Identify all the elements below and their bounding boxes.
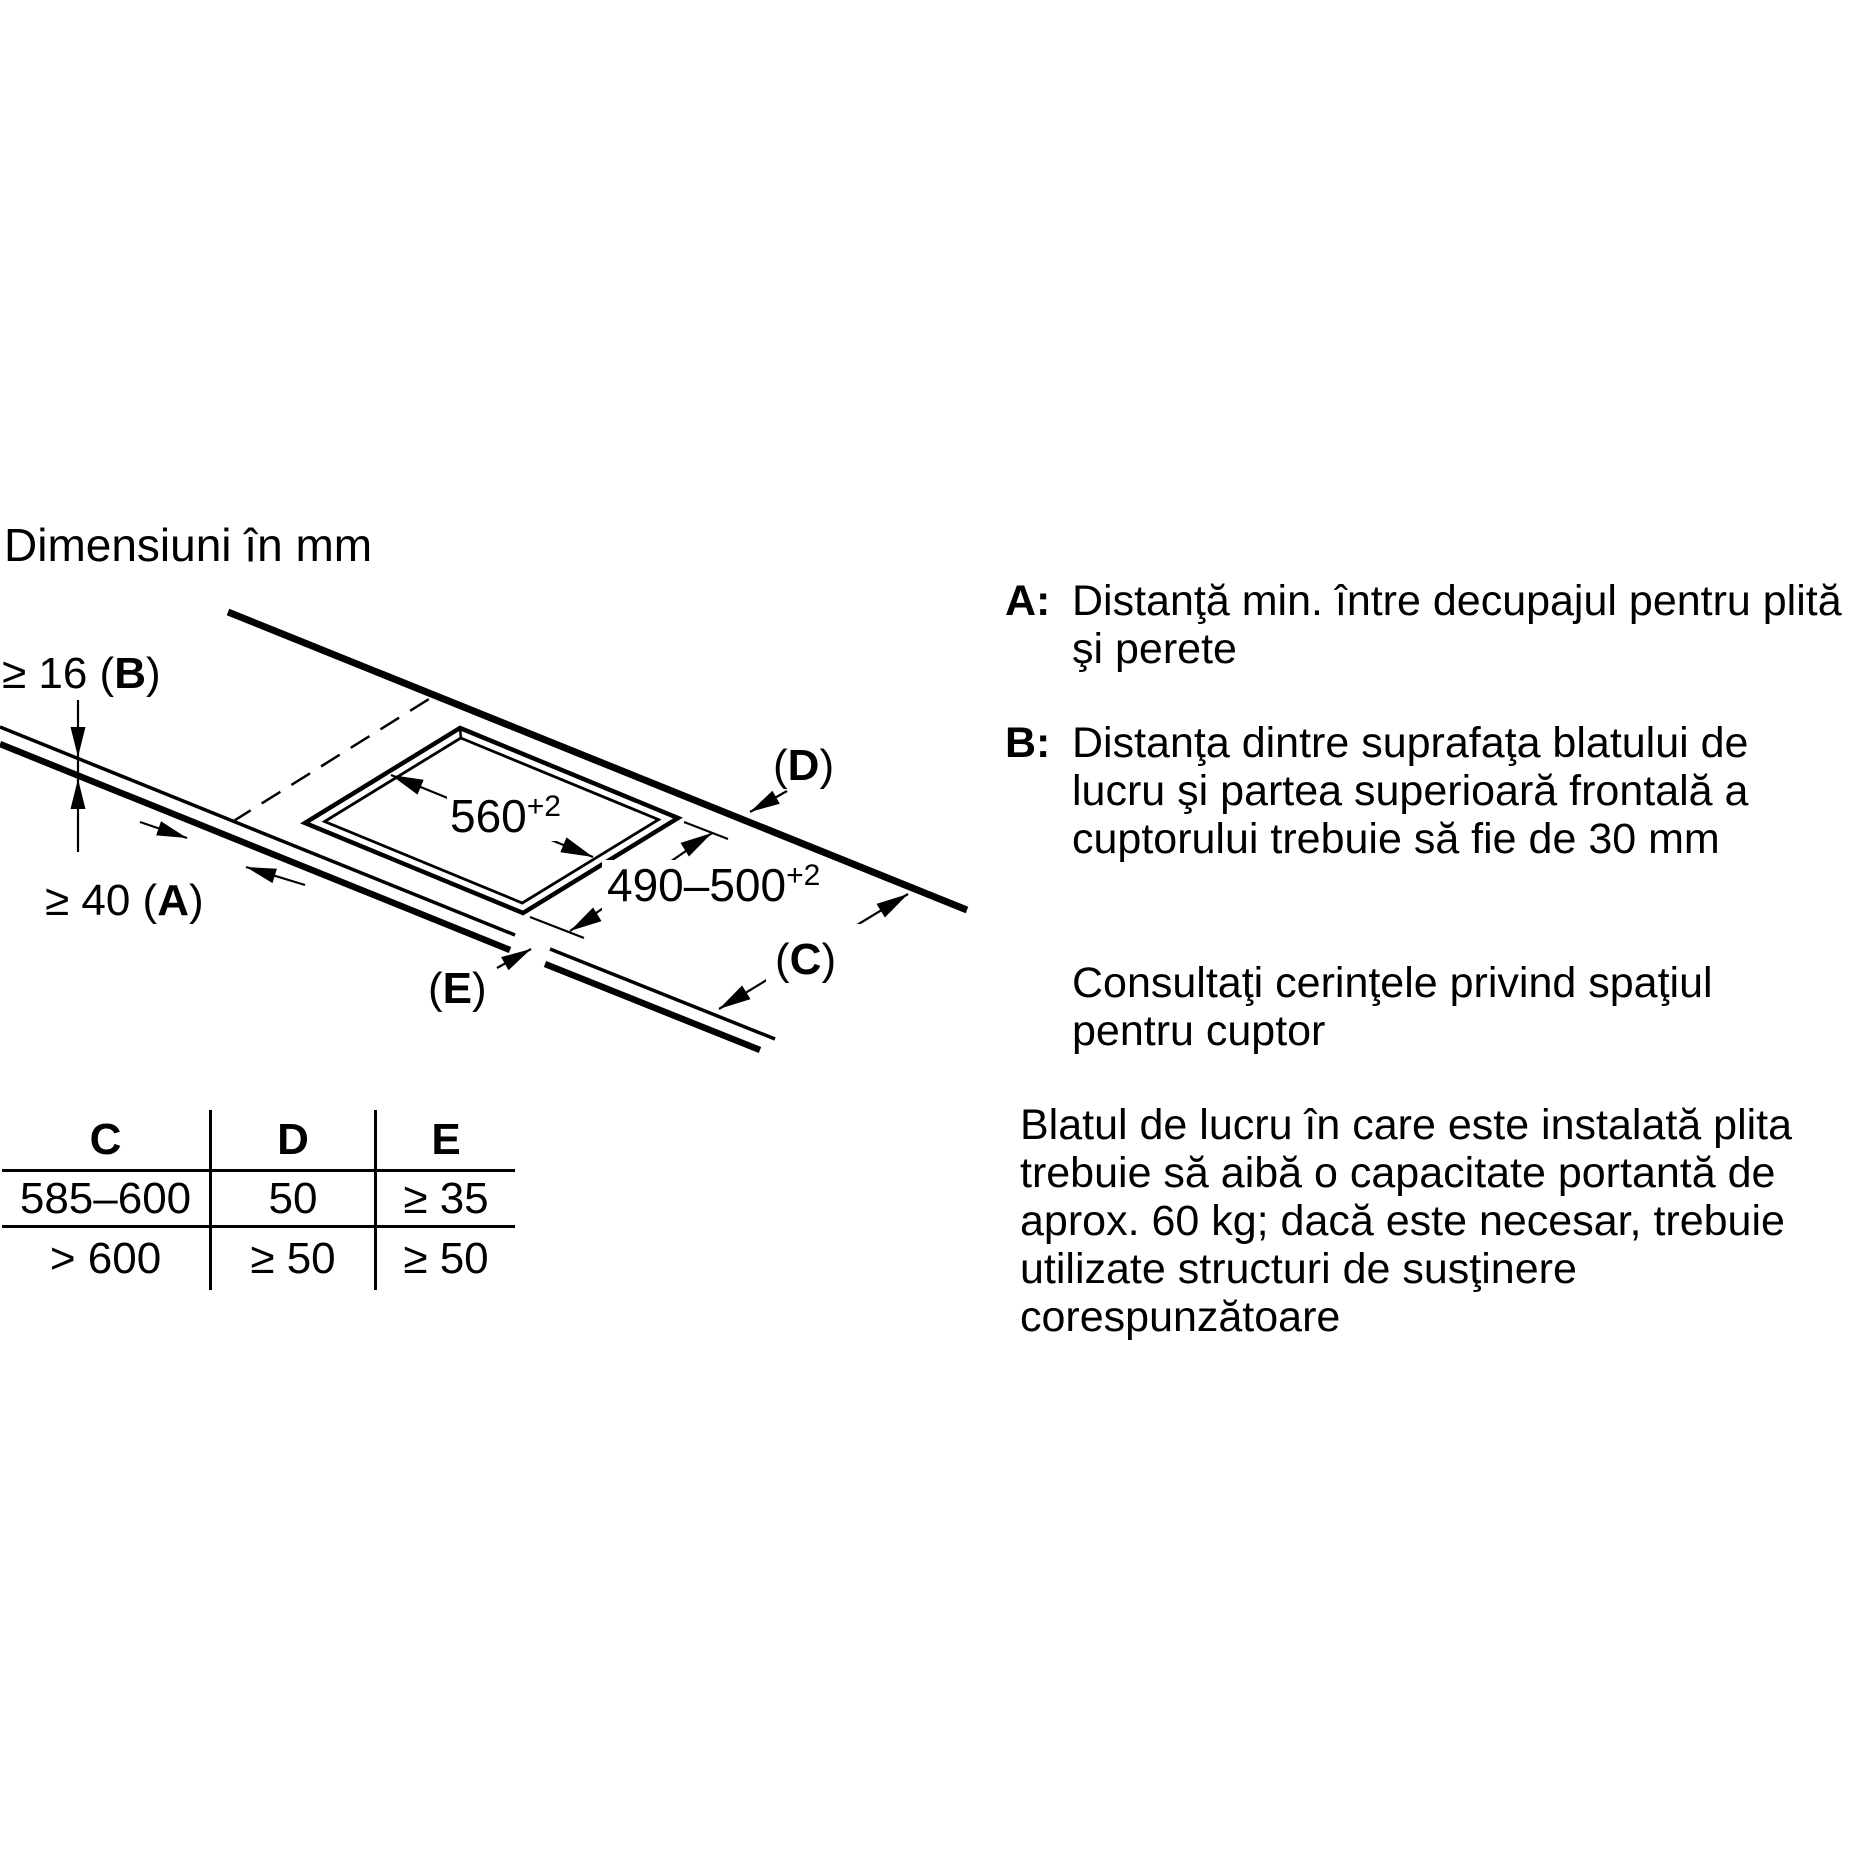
cutout-width-dimension: $560^{+2}$: [450, 790, 561, 842]
e-label: (E): [428, 964, 487, 1013]
a-dimension-label: ≥ 40 (A): [45, 876, 204, 925]
table-header-d: D: [212, 1110, 377, 1172]
arrowhead-a-left: [246, 867, 277, 883]
table-cell-c1: 585–600: [2, 1172, 212, 1228]
note-a-label: A:: [1005, 577, 1051, 625]
table-cell-e2: ≥ 50: [403, 1234, 489, 1283]
table-cell-e1: ≥ 35: [377, 1172, 515, 1228]
arrowhead-depth-down: [570, 908, 602, 932]
table-header-c: C: [2, 1110, 212, 1172]
arrowhead-width-left: [391, 775, 424, 795]
note-b-label: B:: [1005, 719, 1051, 767]
c-label: (C): [775, 935, 837, 984]
arrowhead-c-up: [877, 894, 909, 918]
note-a-text: Distanţă min. între decupajul pentru plită şi perete: [1072, 577, 1842, 673]
d-label: (D): [773, 741, 835, 790]
b-dimension-label: ≥ 16 (B): [2, 649, 161, 698]
table-cell-d1: 50: [212, 1172, 377, 1228]
cutout-depth-dimension: $490-500^{+2}$: [607, 859, 821, 911]
table-cell-c2: > 600: [2, 1228, 212, 1290]
arrowhead-b-up: [71, 779, 86, 809]
arrowhead-depth-up: [681, 833, 713, 857]
oven-space-note: Consultaţi cerinţele privind spaţiul pentru cuptor: [1072, 959, 1713, 1055]
worktop-front-bottom-edge-right: [545, 964, 760, 1050]
cutout-corner-notch: [460, 728, 461, 739]
arrowhead-c-down: [719, 986, 751, 1010]
clearance-table: [2, 1110, 515, 1290]
note-a: [1005, 577, 1874, 673]
arrowhead-e: [501, 949, 531, 970]
note-b-text: Distanţa dintre suprafaţa blatului de lucru şi partea superioară frontală a cuptorului trebuie să fie de 30 mm: [1072, 719, 1749, 863]
table-cell-d2: ≥ 50: [212, 1228, 377, 1290]
load-capacity-note: Blatul de lucru în care este instalată plita trebuie să aibă o capacitate portantă de aprox. 60 kg; dacă este necesar, trebuie utilizate structuri de susţinere corespunzătoare: [1020, 1101, 1793, 1341]
arrowhead-a-right: [156, 821, 187, 838]
page-title: Dimensiuni în mm: [4, 519, 373, 571]
arrowhead-d: [750, 791, 780, 812]
table-header-e: E: [377, 1110, 515, 1172]
notes-column: [1005, 577, 1874, 1341]
note-b: [1005, 719, 1874, 863]
arrowhead-b-down: [71, 727, 86, 757]
